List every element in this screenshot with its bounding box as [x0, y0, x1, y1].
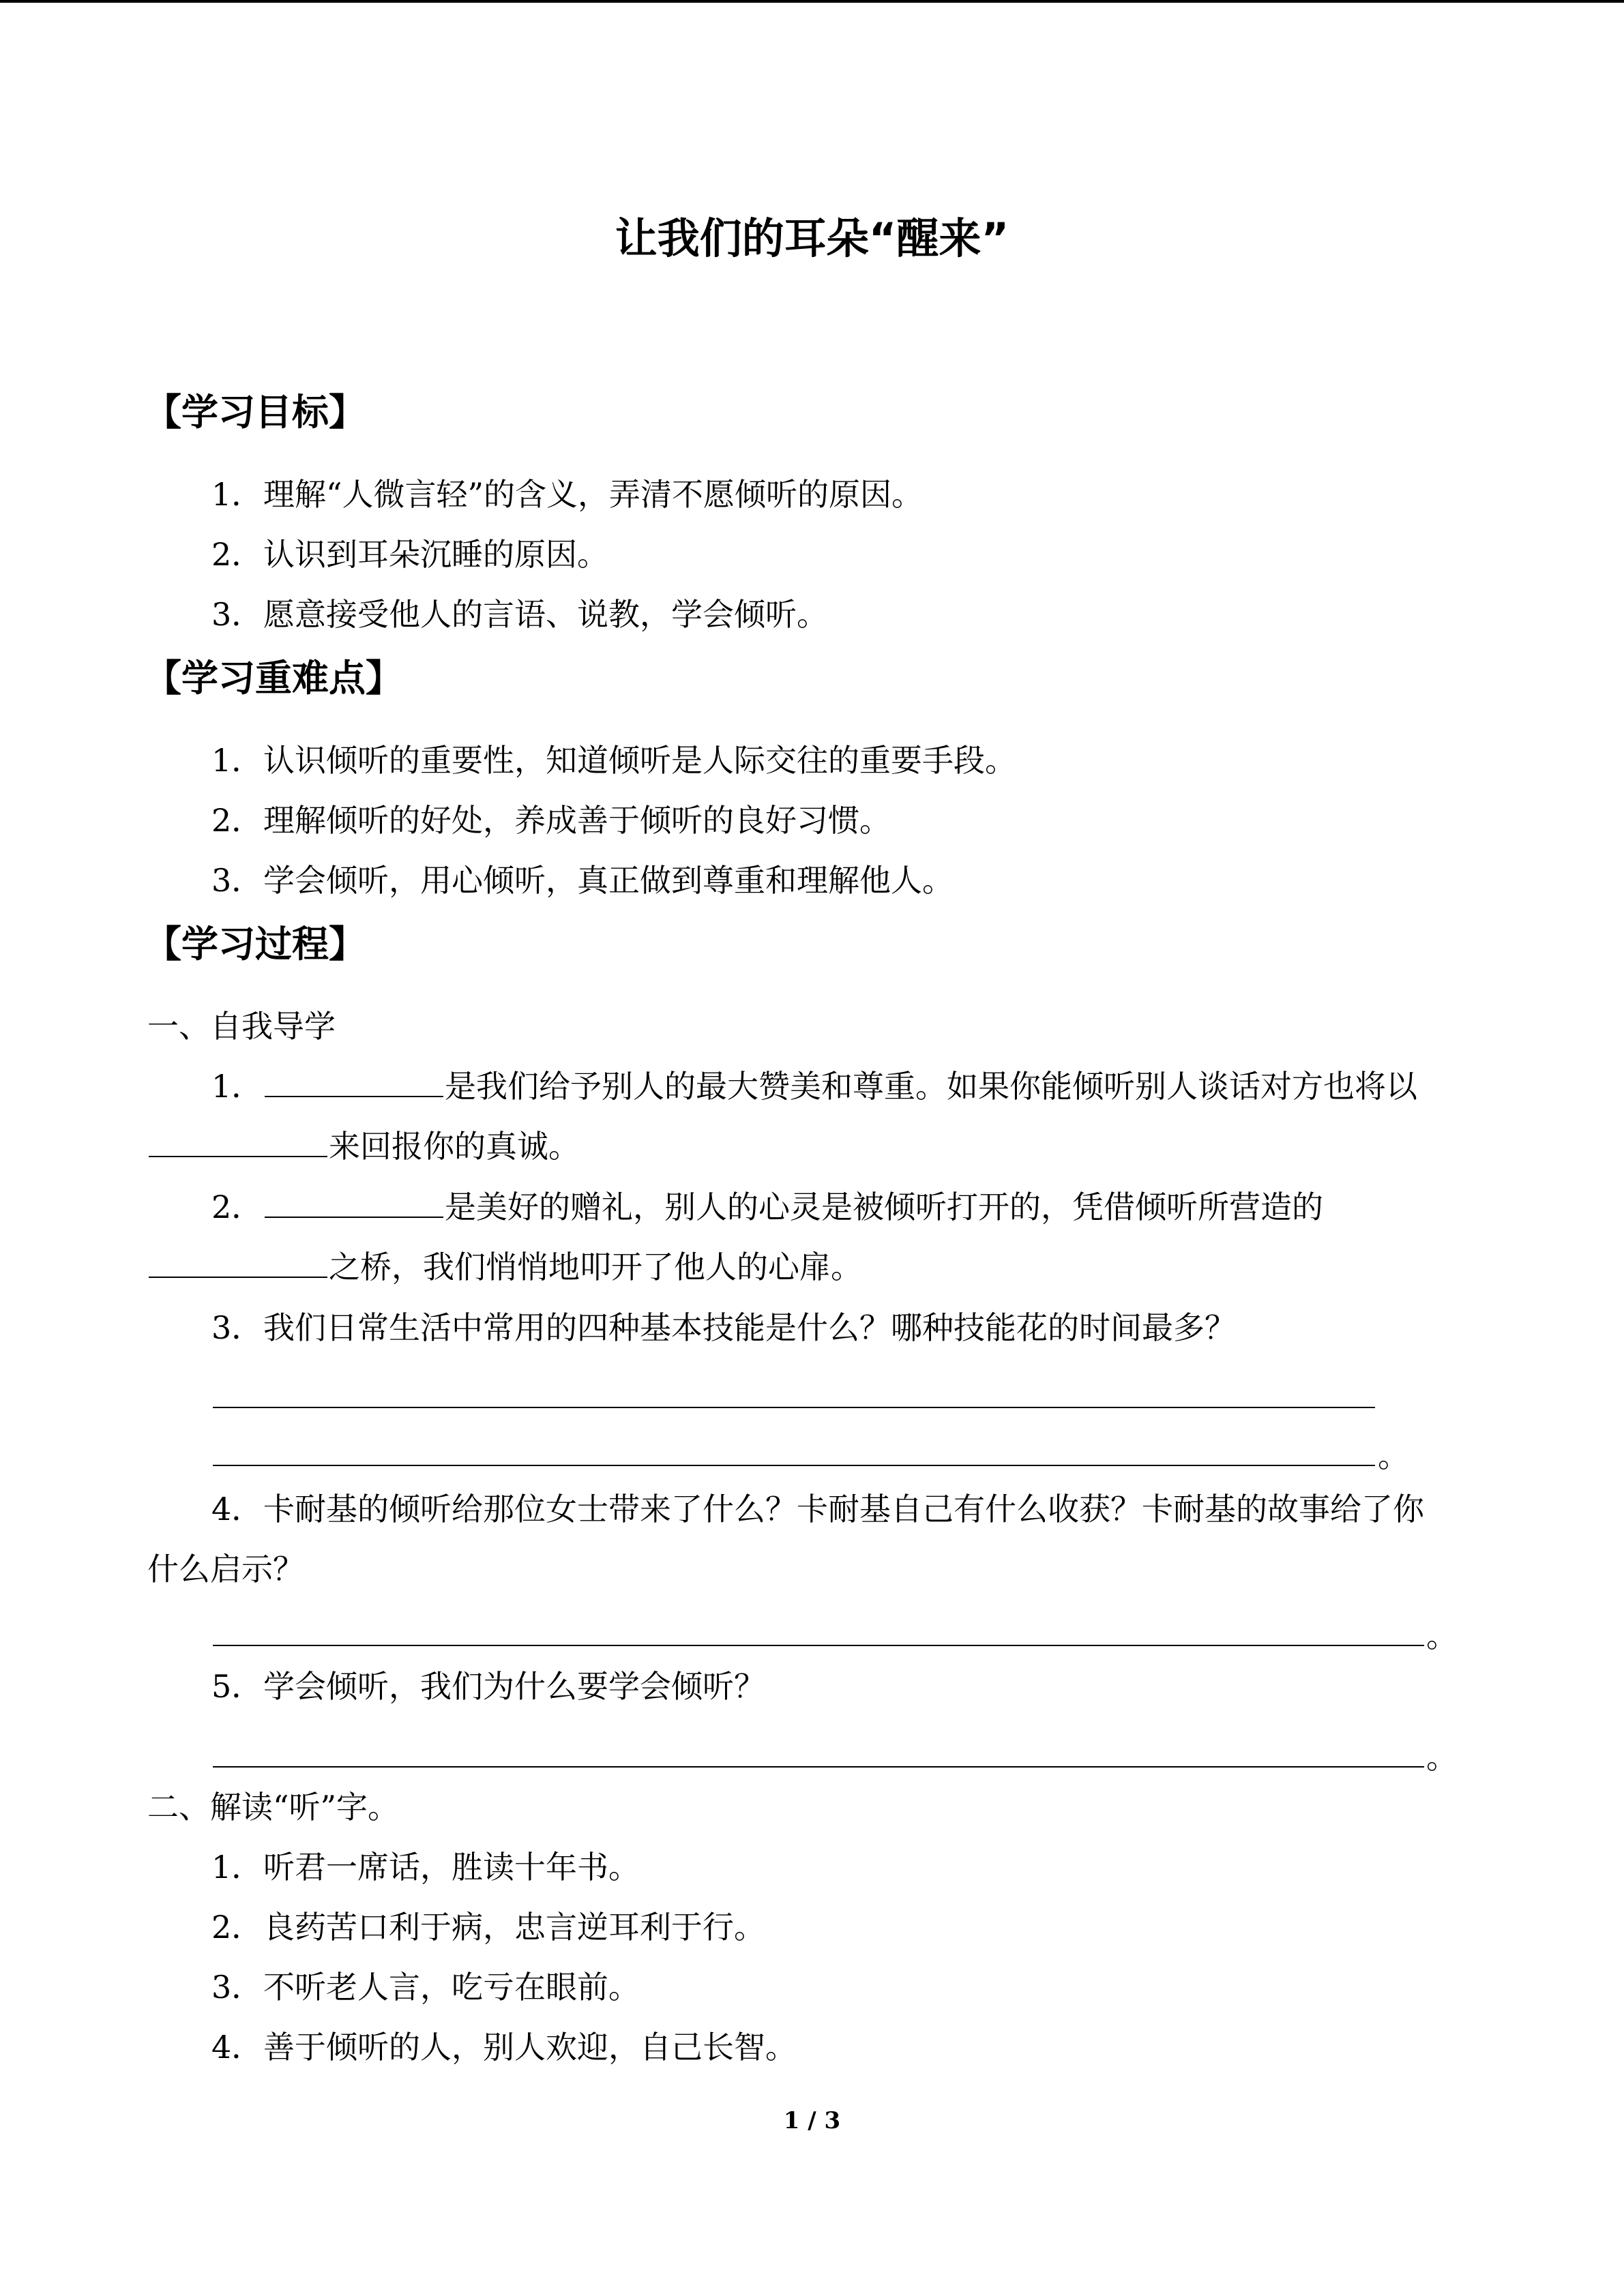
answer-period: 。 — [1378, 1437, 1409, 1474]
fill-blank[interactable] — [265, 1062, 443, 1097]
fill-blank[interactable] — [265, 1182, 443, 1218]
question-4: 4．卡耐基的倾听给那位女士带来了什么？卡耐基自己有什么收获？卡耐基的故事给了你 — [211, 1491, 1424, 1527]
key-point-item: 3．学会倾听，用心倾听，真正做到尊重和理解他人。 — [211, 862, 954, 899]
answer-line[interactable] — [213, 1407, 1375, 1408]
saying-item: 4．善于倾听的人，别人欢迎，自己长智。 — [211, 2029, 797, 2066]
part1-title: 一、自我导学 — [147, 1008, 336, 1045]
saying-item: 1．听君一席话，胜读十年书。 — [211, 1849, 640, 1885]
section-heading-goals: 【学习目标】 — [145, 391, 366, 434]
page-number: 1 / 3 — [783, 2107, 841, 2134]
saying-item: 3．不听老人言，吃亏在眼前。 — [211, 1969, 640, 2006]
answer-period: 。 — [1426, 1617, 1458, 1654]
saying-item: 2．良药苦口利于病，忠言逆耳利于行。 — [211, 1909, 765, 1945]
part2-title: 二、解读“听”字。 — [147, 1789, 400, 1825]
section-heading-process: 【学习过程】 — [145, 923, 366, 966]
answer-line[interactable] — [213, 1766, 1424, 1768]
goal-item: 3．愿意接受他人的言语、说教，学会倾听。 — [211, 596, 828, 633]
question-2: 2． 是美好的赠礼，别人的心灵是被倾听打开的，凭借倾听所营造的 — [211, 1180, 1323, 1234]
question-2-continued: 之桥，我们悄悄地叩开了他人的心扉。 — [147, 1240, 862, 1294]
goal-item: 2．认识到耳朵沉睡的原因。 — [211, 536, 608, 573]
fill-blank[interactable] — [149, 1122, 327, 1157]
fill-blank[interactable] — [149, 1242, 327, 1278]
goal-item: 1．理解“人微言轻”的含义，弄清不愿倾听的原因。 — [211, 476, 924, 513]
question-4-continued: 什么启示？ — [147, 1551, 304, 1587]
question-3: 3．我们日常生活中常用的四种基本技能是什么？哪种技能花的时间最多？ — [211, 1309, 1236, 1346]
key-point-item: 1．认识倾听的重要性，知道倾听是人际交往的重要手段。 — [211, 742, 1016, 779]
page-title: 让我们的耳朵“醒来” — [615, 213, 1009, 263]
answer-line[interactable] — [213, 1645, 1424, 1646]
question-1: 1． 是我们给予别人的最大赞美和尊重。如果你能倾听别人谈话对方也将以 — [211, 1059, 1417, 1114]
answer-period: 。 — [1426, 1739, 1458, 1776]
section-heading-key-points: 【学习重难点】 — [145, 657, 402, 700]
question-5: 5．学会倾听，我们为什么要学会倾听？ — [211, 1668, 765, 1705]
answer-line[interactable] — [213, 1465, 1375, 1466]
question-1-continued: 来回报你的真诚。 — [147, 1119, 580, 1174]
key-point-item: 2．理解倾听的好处，养成善于倾听的良好习惯。 — [211, 802, 891, 839]
top-border-rule — [0, 0, 1624, 3]
